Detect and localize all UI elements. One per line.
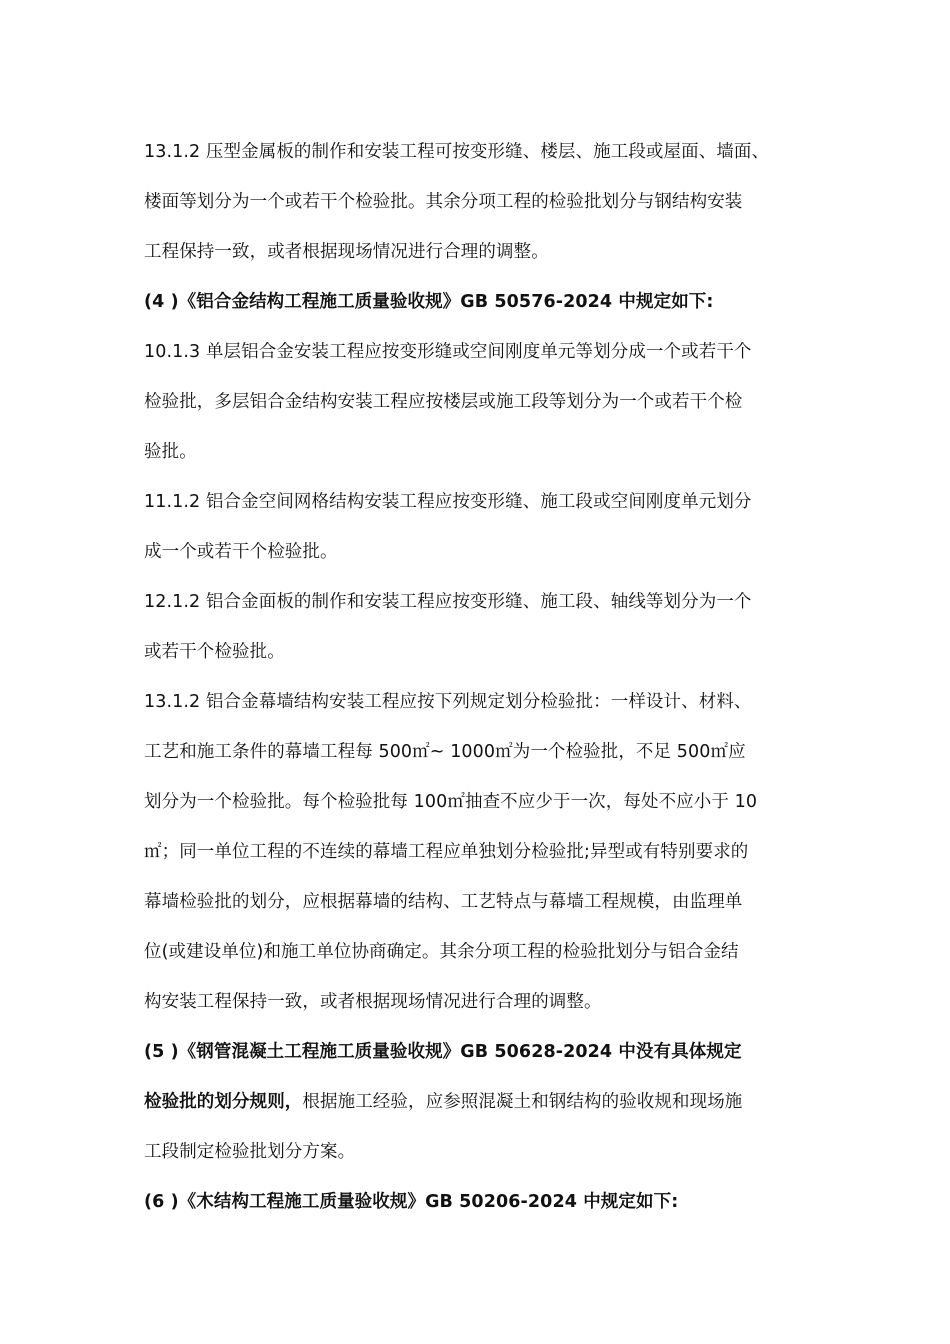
paragraph-line: 检验批，多层铝合金结构安装工程应按楼层或施工段等划分为一个或若干个检 xyxy=(144,392,743,412)
paragraph-line: 划分为一个检验批。每个检验批每 100㎡抽查不应少于一次，每处不应小于 10 xyxy=(144,792,758,812)
paragraph-line: 或若干个检验批。 xyxy=(144,642,285,662)
paragraph-line: 楼面等划分为一个或若干个检验批。其余分项工程的检验批划分与钢结构安装 xyxy=(144,192,743,212)
paragraph-line: 10.1.3 单层铝合金安装工程应按变形缝或空间刚度单元等划分成一个或若干个 xyxy=(144,342,752,362)
mixed-line xyxy=(144,1090,824,1114)
paragraph-line: ㎡；同一单位工程的不连续的幕墙工程应单独划分检验批;异型或有特别要求的 xyxy=(144,842,749,862)
paragraph-line: 构安装工程保持一致，或者根据现场情况进行合理的调整。 xyxy=(144,992,602,1012)
paragraph-line: 13.1.2 铝合金幕墙结构安装工程应按下列规定划分检验批：一样设计、材料、 xyxy=(144,692,752,712)
paragraph-line: 幕墙检验批的划分，应根据幕墙的结构、工艺特点与幕墙工程规模，由监理单 xyxy=(144,892,743,912)
section-heading: (4 )《铝合金结构工程施工质量验收规》GB 50576-2024 中规定如下: xyxy=(144,292,714,312)
paragraph-line: 工程保持一致，或者根据现场情况进行合理的调整。 xyxy=(144,242,549,262)
paragraph-line: 12.1.2 铝合金面板的制作和安装工程应按变形缝、施工段、轴线等划分为一个 xyxy=(144,592,752,612)
paragraph-line: 工段制定检验批划分方案。 xyxy=(144,1142,356,1162)
bold-lead-text: 检验批的划分规则， xyxy=(144,1092,303,1112)
paragraph-line: 成一个或若干个检验批。 xyxy=(144,542,338,562)
section-heading: (6 )《木结构工程施工质量验收规》GB 50206-2024 中规定如下: xyxy=(144,1192,679,1212)
paragraph-line: 验批。 xyxy=(144,442,197,462)
paragraph-line: 13.1.2 压型金属板的制作和安装工程可按变形缝、楼层、施工段或屋面、墙面、 xyxy=(144,142,770,162)
normal-text: 根据施工经验，应参照混凝土和钢结构的验收规和现场施 xyxy=(302,1092,743,1112)
paragraph-line: 位(或建设单位)和施工单位协商确定。其余分项工程的检验批划分与铝合金结 xyxy=(144,942,739,962)
paragraph-line: 11.1.2 铝合金空间网格结构安装工程应按变形缝、施工段或空间刚度单元划分 xyxy=(144,492,752,512)
paragraph-line: 工艺和施工条件的幕墙工程每 500㎡~ 1000㎡为一个检验批，不足 500㎡应 xyxy=(144,742,746,762)
section-heading: (5 )《钢管混凝土工程施工质量验收规》GB 50628-2024 中没有具体规定 xyxy=(144,1042,742,1062)
